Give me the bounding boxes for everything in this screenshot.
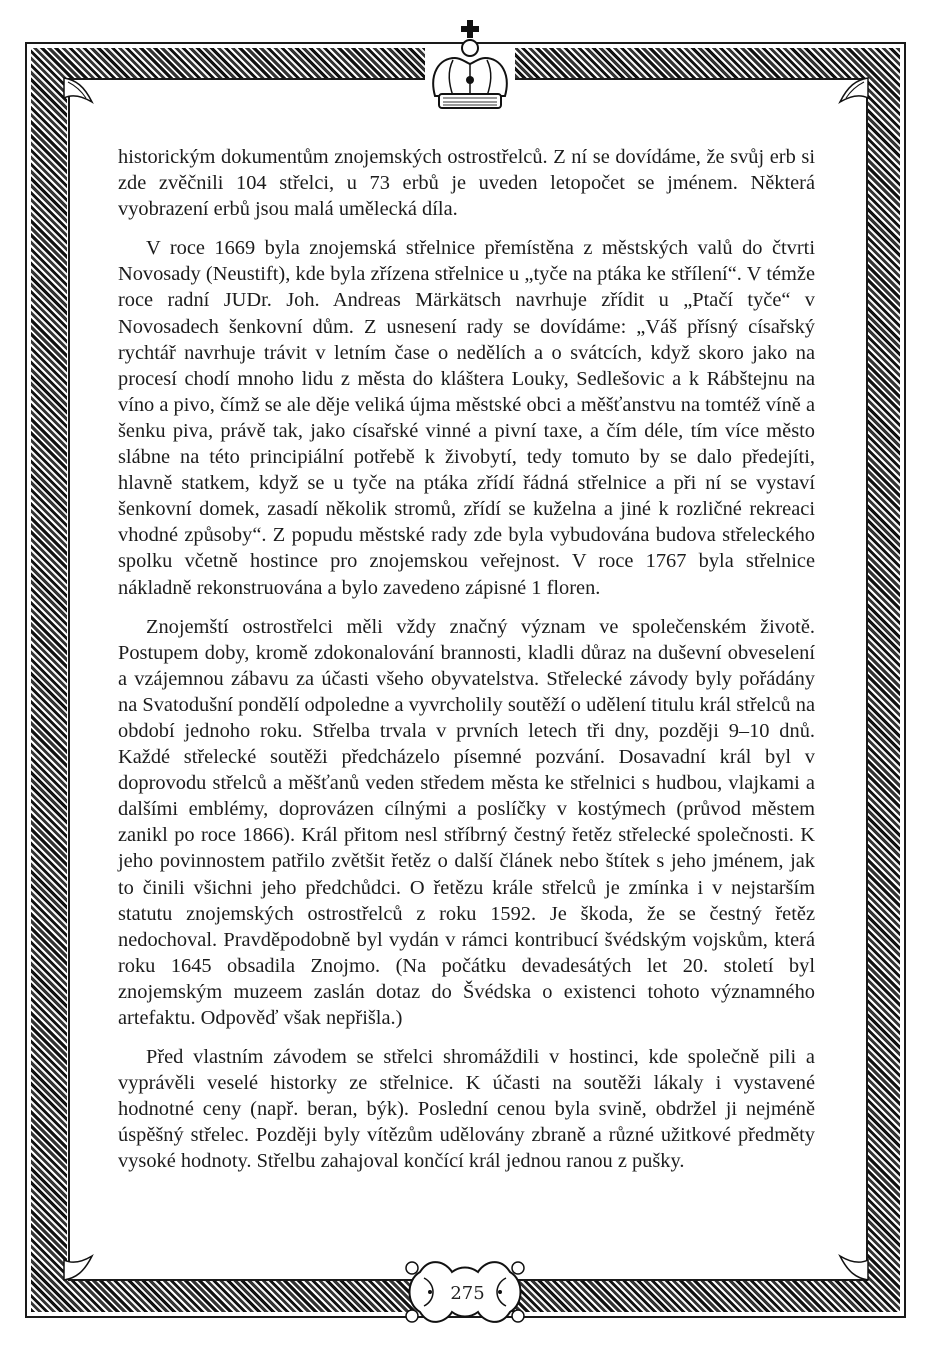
corner-leaf-icon [62,1252,96,1282]
paragraph: V roce 1669 byla znojemská střelnice přemístěna z městských valů do čtvrti Novosady (Neustift), kde byla zřízena střelnice u „tyče na ptáka ke střílení“. V témže roce radní JUDr. Joh. Andreas Märkätsch navrhuje zřídit u „Ptačí tyče“ v Novosadech šenkovní dům. Z usnesení rady se dovídáme: „Váš přísný císařský rychtář navrhuje trávit v letním čase o nedělích a o svátcích, když skoro jako na procesí chodí mnoho lidu z města do kláštera Louky, Sedlešovic a k Rábštejnu na víno a pivo, čímž se ale děje veliká újma městské obci a měšťanstvu na tomtéž víně a šenku piva, právě tak, jako císařské vinné a pivní taxe, a čím déle, tím více město slábne na této principiální potřebě k živobytí, tedy tomuto by se dalo předejíti, hlavně statkem, když se u tyče na ptáka zřídí řádná střelnice a při ní se vystaví šenkovní domek, zasadí několik stromů, zřídí se kuželna a jiné k rozličné rekreaci vhodné způsoby“. Z popudu městské rady zde byla vybudována budova střeleckého spolku včetně hostince pro znojemskou veřejnost. V roce 1767 byla střelnice nákladně rekonstruována a bylo zavedeno zápisné 1 floren. [118,237,815,599]
page-number: 275 [440,1283,495,1305]
corner-leaf-icon [836,76,870,106]
crown-icon [425,18,515,113]
paragraph: historickým dokumentům znojemských ostrostřelců. Z ní se dovídáme, že svůj erb si zde zvěčnili 104 střelci, u 73 erbů je uveden letopočet se jménem. Některá vyobrazení erbů jsou malá umělecká díla. [118,146,815,221]
corner-leaf-icon [62,76,96,106]
paragraph: Před vlastním závodem se střelci shromáždili v hostinci, kde společně pili a vyprávěli veselé historky ze střelnice. K účasti na soutěži lákaly i vystavené hodnotné ceny (např. beran, býk). Poslední cenou byla svině, obdržel ji nejméně úspěšný střelec. Později byly vítězům udělovány zbraně a různé užitkové předměty vysoké hodnoty. Střelbu zahajoval končící král jednou ranou z pušky. [118,1046,815,1173]
corner-leaf-icon [836,1252,870,1282]
body-text [118,144,815,1188]
paragraph: Znojemští ostrostřelci měli vždy značný význam ve společenském životě. Postupem doby, kromě zdokonalování brannosti, kladli důraz na duševní obveselení a vzájemnou zábavu za účasti všeho obyvatelstva. Střelecké závody byly pořádány na Svatodušní pondělí odpoledne a vyvrcholily soutěží o udělení titulu král střelců na období jednoho roku. Střelba trvala v prvních letech tři dny, později 9–10 dnů. Každé střelecké soutěži předcházelo písemné pozvání. Dosavadní král byl v doprovodu střelců a měšťanů veden středem města ke střelnici s hudbou, vlajkami a dalšími emblémy, doprovázen cílnými a poslíčky v kostýmech (průvod městem zanikl po roce 1866). Král přitom nesl stříbrný čestný řetěz střelecké společnosti. K jeho povinnostem patřilo zvětšit řetěz o další článek nebo štítek s jeho jménem, jak to činili všichni jeho předchůdci. O řetězu krále střelců je zmínka i v nejstarším statutu znojemských ostrostřelců z roku 1592. Je škoda, že se čestný řetěz nedochoval. Pravděpodobně byl vydán v rámci kontribucí švédským vojskům, která roku 1645 obsadila Znojmo. (Na počátku devadesátých let 20. století byl znojemským muzeem zaslán dotaz do Švédska o existenci tohoto významného artefaktu. Odpověď však nepřišla.) [118,615,815,1029]
